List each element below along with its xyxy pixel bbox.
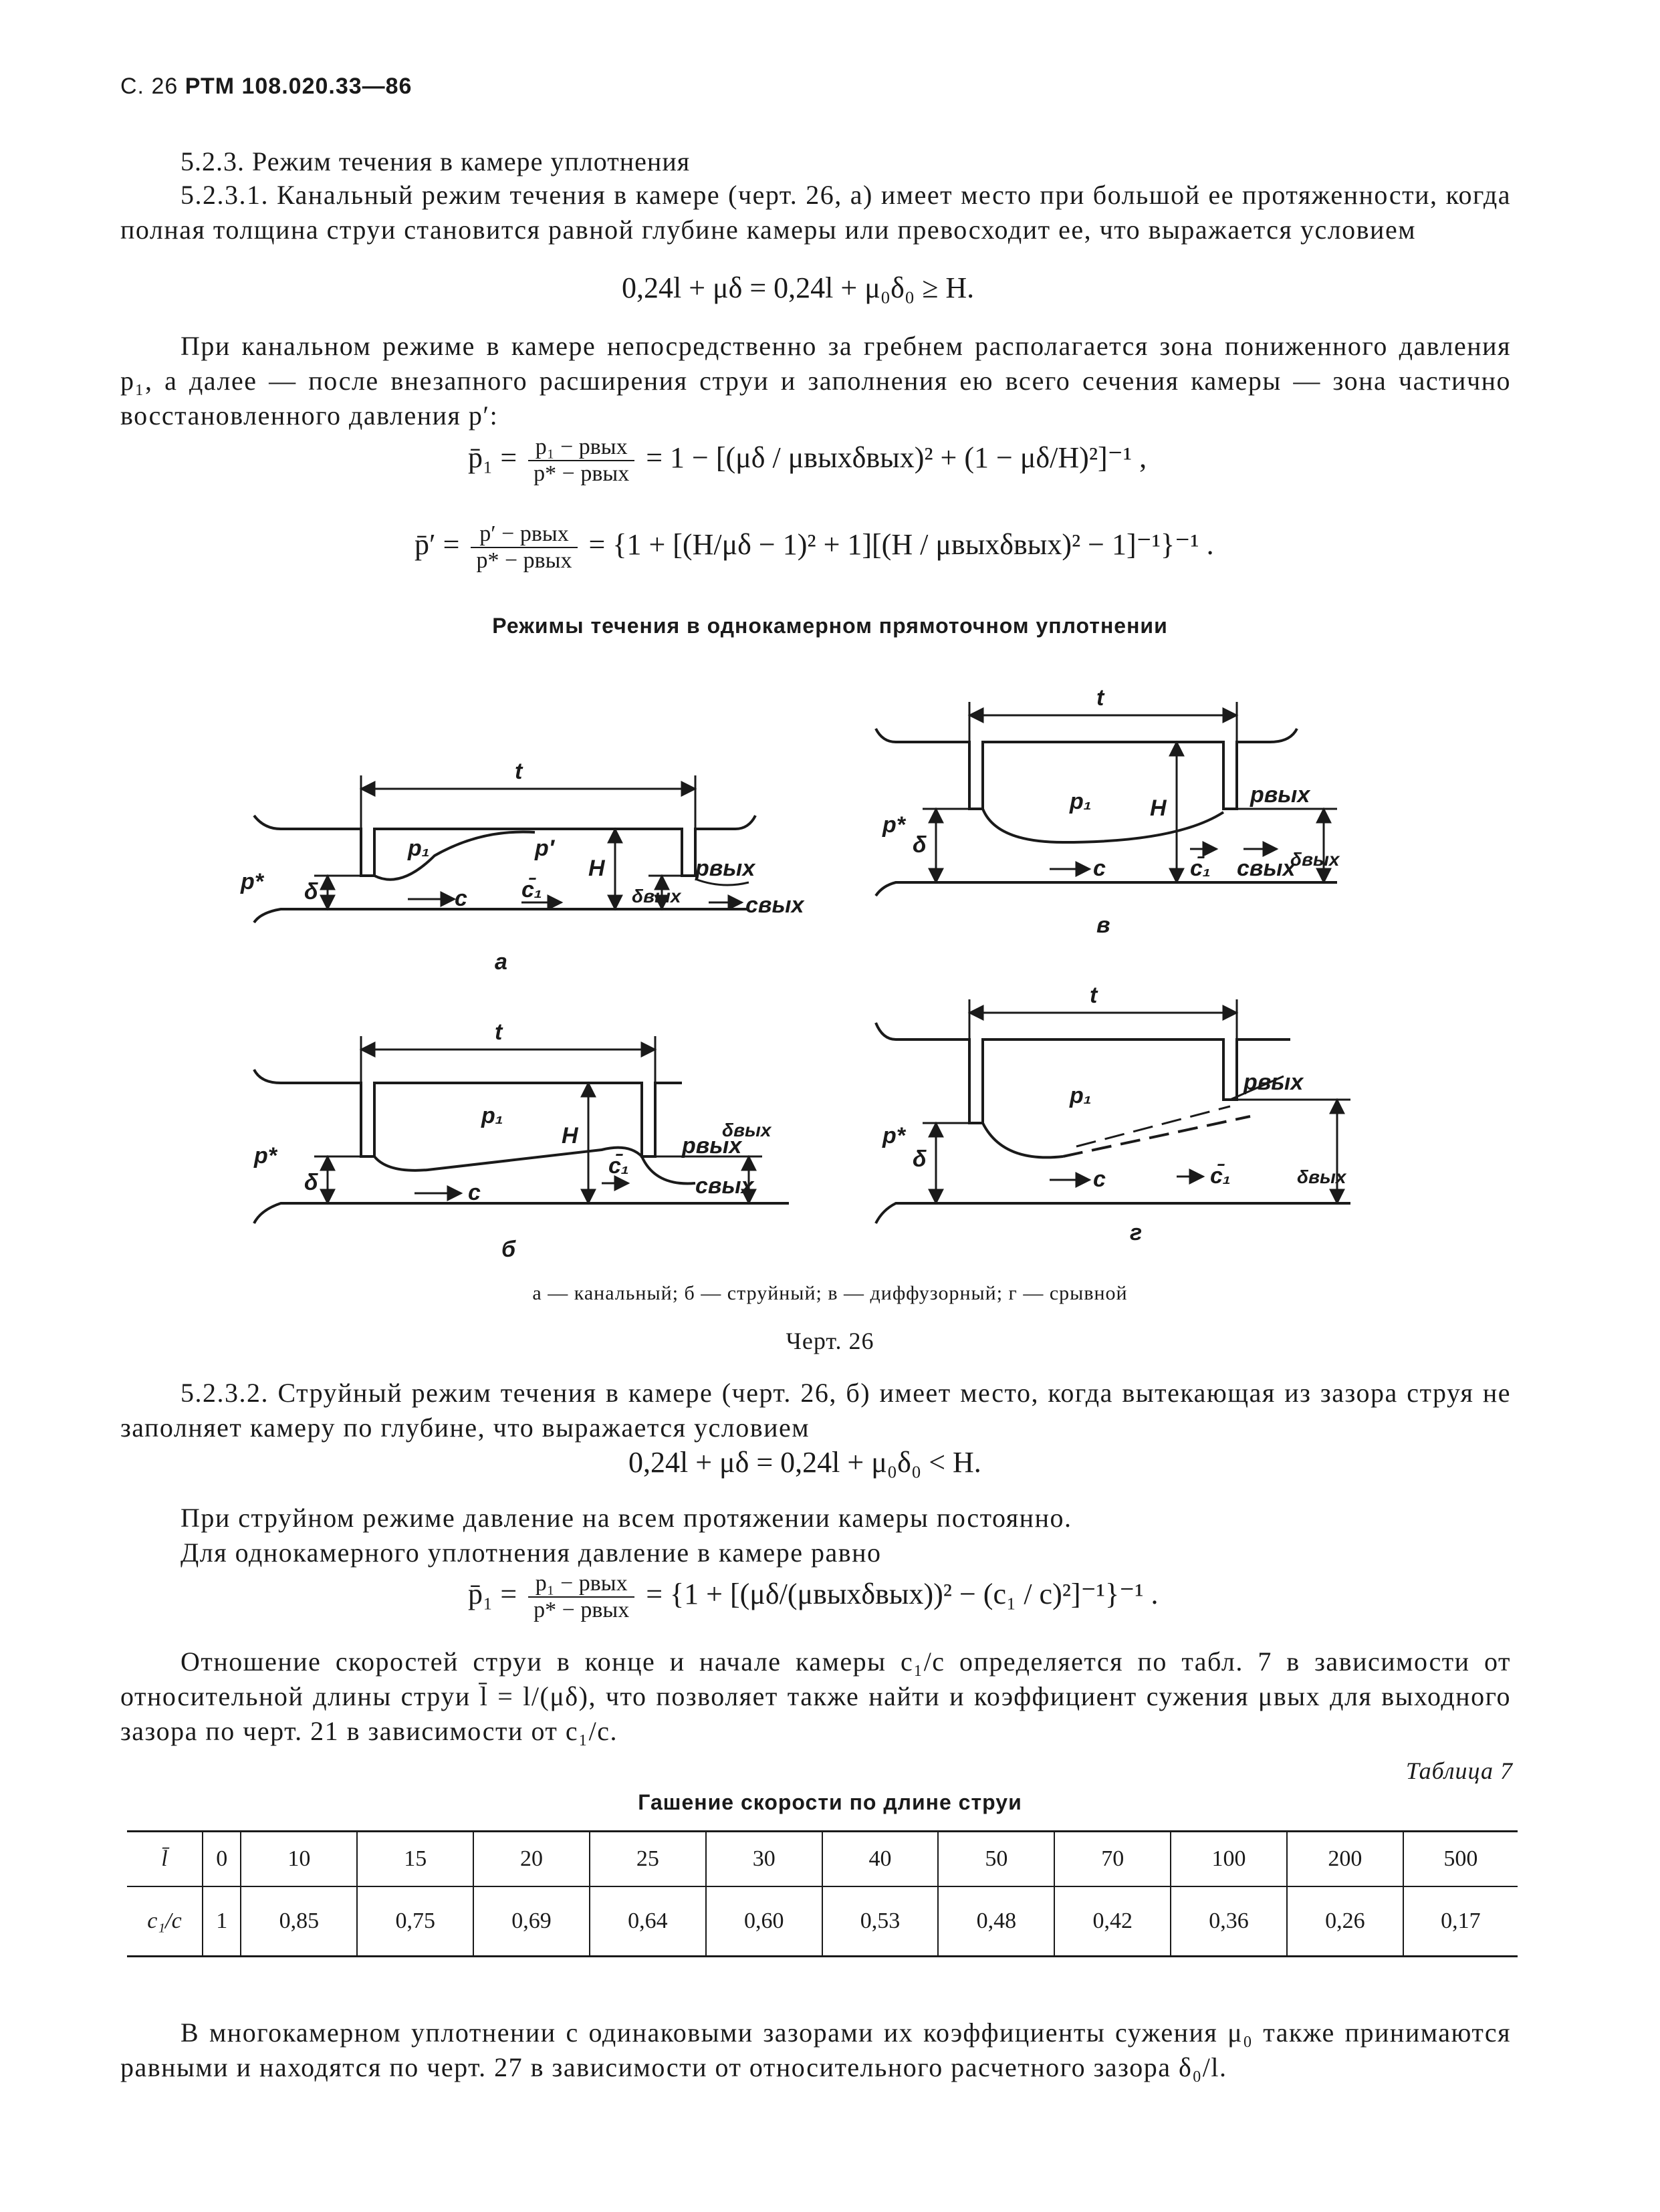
figure-26 — [227, 675, 1417, 1263]
label-delta: δ — [913, 832, 927, 858]
label-pout: pвых — [1250, 782, 1310, 808]
table-cell: 25 — [590, 1832, 706, 1887]
table-row-head: l̄ — [127, 1832, 203, 1887]
fraction-denominator: p* − pвых — [476, 548, 572, 573]
table-cell: 0 — [203, 1832, 241, 1887]
paragraph-single-chamber: Для однокамерного уплотнения давление в камере равно — [181, 1538, 882, 1568]
fraction — [471, 521, 577, 574]
table-cell: 40 — [822, 1832, 939, 1887]
formula-rhs: = 1 − [(μδ / μвыхδвых)² + (1 − μδ/H)²]⁻¹ , — [646, 441, 1147, 475]
label-t: t — [495, 1019, 503, 1045]
label-p1: p₁ — [408, 836, 430, 861]
formula-rhs: = {1 + [(H/μδ − 1)² + 1][(H / μвыхδвых)² − 1]⁻¹}⁻¹ . — [588, 528, 1214, 562]
formula-rhs: = {1 + [(μδ/(μвыхδвых))² − (c₁ / c)²]⁻¹}⁻¹ . — [646, 1578, 1159, 1611]
table-cell: 200 — [1287, 1832, 1403, 1887]
fraction — [528, 435, 634, 487]
page-header — [120, 74, 412, 100]
table-cell: 0,64 — [590, 1886, 706, 1957]
label-p1: p₁ — [1070, 1083, 1092, 1108]
label-c1: c̄₁ — [521, 877, 542, 902]
table-title: Гашение скорости по длине струи — [638, 1790, 1022, 1814]
paragraph-channel-pressure: При канальном режиме в камере непосредственно за гребнем располагается зона пониженного давления p₁, а далее — после внезапного расширения струи и заполнения ею всего сечения камеры — зона частично восстановленного давления p′: — [120, 331, 1511, 431]
table-cell: 50 — [938, 1832, 1054, 1887]
caption-g: г — [1130, 1220, 1143, 1245]
table-cell: 0,48 — [938, 1886, 1054, 1957]
table-cell: 0,69 — [473, 1886, 590, 1957]
formula-lhs: p̄₁ = — [468, 1578, 517, 1611]
panel-g — [876, 999, 1350, 1223]
section-heading-5-2-3: 5.2.3. Режим течения в камере уплотнения — [181, 146, 691, 176]
label-pout: pвых — [1243, 1070, 1304, 1095]
table-cell: 0,60 — [706, 1886, 822, 1957]
caption-v: в — [1096, 912, 1110, 938]
label-pstar: p* — [882, 812, 905, 838]
label-t: t — [1090, 983, 1098, 1008]
table-7 — [127, 1830, 1518, 1957]
formula-jet-condition: 0,24l + μδ = 0,24l + μ₀δ₀ < H. — [628, 1446, 981, 1479]
paragraph-multichamber: В многокамерном уплотнении с одинаковыми зазорами их коэффициенты сужения μ₀ также принимаются равными и находятся по черт. 27 в зависимости от относительного расчетного зазора δ₀/l. — [120, 2017, 1511, 2082]
label-p1: p₁ — [481, 1103, 503, 1128]
table-label: Таблица 7 — [1405, 1757, 1513, 1784]
document-code: РТМ 108.020.33—86 — [185, 74, 412, 99]
table-cell: 500 — [1403, 1832, 1518, 1887]
label-pstar: p* — [254, 1143, 277, 1169]
label-c: c — [468, 1180, 481, 1205]
table-cell: 0,36 — [1171, 1886, 1287, 1957]
label-c1: c̄₁ — [608, 1153, 629, 1179]
label-pprime: p′ — [535, 836, 554, 861]
label-h: H — [1150, 795, 1167, 821]
table-row — [127, 1832, 1518, 1887]
fraction-denominator: p* − pвых — [533, 461, 630, 486]
label-h: H — [588, 856, 605, 881]
table-cell: 0,26 — [1287, 1886, 1403, 1957]
label-cout: cвых — [745, 892, 804, 918]
label-c1: c̄₁ — [1210, 1163, 1231, 1189]
fraction-numerator: p₁ − pвых — [528, 435, 634, 461]
label-c: c — [1093, 1166, 1106, 1192]
table-cell: 20 — [473, 1832, 590, 1887]
fraction — [528, 1571, 634, 1623]
figure-title: Режимы течения в однокамерном прямоточном уплотнении — [492, 614, 1168, 638]
label-t: t — [515, 759, 523, 784]
table-cell: 0,17 — [1403, 1886, 1518, 1957]
label-cout: cвых — [1237, 856, 1296, 881]
label-delta: δ — [304, 1170, 318, 1195]
caption-b: б — [501, 1237, 516, 1262]
label-delta-out: δвых — [1290, 849, 1340, 870]
label-delta-out: δвых — [1297, 1166, 1346, 1187]
formula-p1-jet — [468, 1571, 1159, 1623]
paragraph-jet-pressure: При струйном режиме давление на всем протяжении камеры постоянно. — [181, 1503, 1072, 1533]
table-cell: 0,42 — [1054, 1886, 1171, 1957]
label-delta: δ — [913, 1146, 927, 1172]
table-cell: 0,53 — [822, 1886, 939, 1957]
label-delta-out: δвых — [722, 1120, 772, 1140]
label-h: H — [562, 1123, 578, 1148]
table-cell: 0,75 — [357, 1886, 473, 1957]
table-cell: 10 — [241, 1832, 357, 1887]
formula-pprime-channel — [414, 521, 1214, 574]
fraction-numerator: p′ − pвых — [471, 521, 577, 548]
table-cell: 100 — [1171, 1832, 1287, 1887]
formula-channel-condition: 0,24l + μδ = 0,24l + μ₀δ₀ ≥ H. — [622, 271, 975, 304]
table-cell: 15 — [357, 1832, 473, 1887]
caption-a: а — [495, 949, 507, 975]
label-pstar: p* — [882, 1123, 905, 1148]
label-c: c — [455, 886, 467, 911]
label-pout: pвых — [695, 856, 755, 881]
formula-lhs: p̄′ = — [414, 528, 460, 562]
label-c: c — [1093, 856, 1106, 881]
formula-p1-channel — [468, 435, 1147, 487]
paragraph-velocity-ratio: Отношение скоростей струи в конце и начале камеры c₁/c определяется по табл. 7 в зависимости от относительной длины струи l̄ = l/(μδ), что позволяет также найти и коэффициент сужения μвых для выходного зазора по черт. 21 в зависимости от c₁/c. — [120, 1646, 1511, 1746]
label-c1: c̄₁ — [1190, 856, 1211, 881]
figure-caption: Черт. 26 — [786, 1328, 874, 1354]
table-cell: 0,85 — [241, 1886, 357, 1957]
label-delta: δ — [304, 879, 318, 904]
table-cell: 70 — [1054, 1832, 1171, 1887]
fraction-denominator: p* − pвых — [533, 1598, 630, 1622]
figure-legend: а — канальный; б — струйный; в — диффузорный; г — срывной — [532, 1282, 1128, 1304]
table-row — [127, 1886, 1518, 1957]
table-cell: 30 — [706, 1832, 822, 1887]
label-pstar: p* — [241, 869, 263, 894]
label-t: t — [1096, 685, 1104, 711]
paragraph-5-2-3-2: 5.2.3.2. Струйный режим течения в камере (черт. 26, б) имеет место, когда вытекающая из зазора струя не заполняет камеру по глубине, что выражается условием — [120, 1378, 1511, 1443]
formula-lhs: p̄₁ = — [468, 441, 517, 475]
label-pout: pвых — [682, 1133, 742, 1158]
page-number: С. 26 — [120, 74, 179, 99]
label-delta-out: δвых — [632, 886, 681, 906]
label-p1: p₁ — [1070, 789, 1092, 814]
table-cell: 1 — [203, 1886, 241, 1957]
table-row-head: c₁/c — [127, 1886, 203, 1957]
fraction-numerator: p₁ − pвых — [528, 1571, 634, 1598]
label-cout: cвых — [695, 1173, 754, 1199]
paragraph-5-2-3-1: 5.2.3.1. Канальный режим течения в камере (черт. 26, а) имеет место при большой ее протяженности, когда полная толщина струи становится равной глубине камеры или превосходит ее, что выражается условием — [120, 180, 1511, 245]
